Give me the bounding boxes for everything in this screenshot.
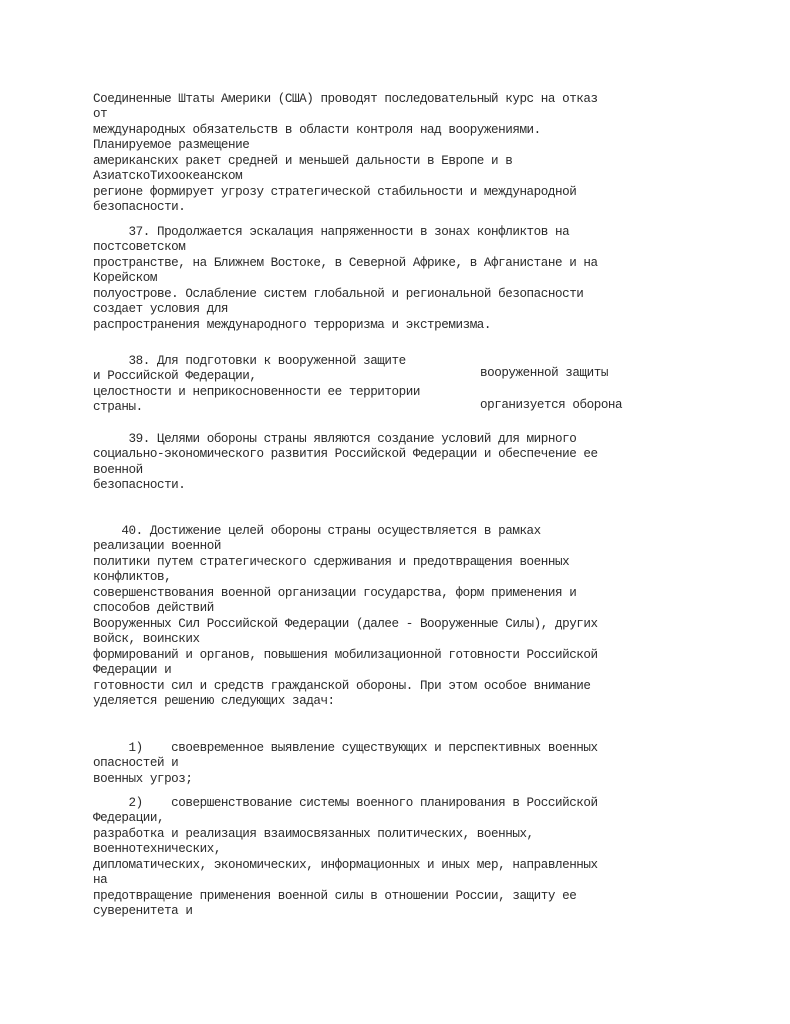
text-line: безопасности. xyxy=(93,200,186,214)
text-line: предотвращение применения военной силы в отношении России, защиту ее xyxy=(93,889,577,903)
text-line-right: вооруженной защиты xyxy=(480,366,608,380)
text-line: распространения международного терроризма и экстремизма. xyxy=(93,318,492,332)
text-line: военных угроз; xyxy=(93,772,193,786)
text-line: суверенитета и xyxy=(93,904,193,918)
text-line: 38. Для подготовки к вооруженной защите xyxy=(93,354,406,368)
text-line: социально-экономического развития Российской Федерации и обеспечение ее xyxy=(93,447,598,461)
text-line: целостности и неприкосновенности ее территории xyxy=(93,385,420,399)
text-line: от xyxy=(93,107,108,121)
text-line: страны. xyxy=(93,400,143,414)
text-line: пространстве, на Ближнем Востоке, в Северной Африке, в Афганистане и на xyxy=(93,256,598,270)
text-line: способов действий xyxy=(93,601,214,615)
text-line: опасностей и xyxy=(93,756,179,770)
text-line: безопасности. xyxy=(93,478,186,492)
text-line: Соединенные Штаты Америки (США) проводят последовательный курс на отказ xyxy=(93,92,598,106)
text-line: АзиатскоТихоокеанском xyxy=(93,169,243,183)
text-line: создает условия для xyxy=(93,302,229,316)
text-line: уделяется решению следующих задач: xyxy=(93,694,335,708)
text-line: международных обязательств в области контроля над вооружениями. xyxy=(93,123,541,137)
text-line: разработка и реализация взаимосвязанных политических, военных, xyxy=(93,827,534,841)
text-line: Корейском xyxy=(93,271,157,285)
text-line: дипломатических, экономических, информационных и иных мер, направленных xyxy=(93,858,598,872)
text-line: совершенствования военной организации государства, форм применения и xyxy=(93,586,577,600)
text-line: военной xyxy=(93,463,143,477)
text-line: на xyxy=(93,873,108,887)
text-line: войск, воинских xyxy=(93,632,200,646)
text-line: Планируемое размещение xyxy=(93,138,250,152)
text-line: политики путем стратегического сдерживания и предотвращения военных xyxy=(93,555,570,569)
text-line: 40. Достижение целей обороны страны осуществляется в рамках xyxy=(93,524,541,538)
text-line: Вооруженных Сил Российской Федерации (далее - Вооруженные Силы), других xyxy=(93,617,598,631)
text-line: 39. Целями обороны страны являются создание условий для мирного xyxy=(93,432,577,446)
text-line: Федерации и xyxy=(93,663,172,677)
text-line: и Российской Федерации, xyxy=(93,369,257,383)
text-line: регионе формирует угрозу стратегической стабильности и международной xyxy=(93,185,577,199)
text-line: 37. Продолжается эскалация напряженности в зонах конфликтов на xyxy=(93,225,570,239)
text-line: готовности сил и средств гражданской обороны. При этом особое внимание xyxy=(93,679,591,693)
text-line: конфликтов, xyxy=(93,570,172,584)
text-line: военнотехнических, xyxy=(93,842,221,856)
text-line: Федерации, xyxy=(93,811,165,825)
text-line-right: организуется оборона xyxy=(480,398,623,412)
text-line: реализации военной xyxy=(93,539,221,553)
text-line: американских ракет средней и меньшей дальности в Европе и в xyxy=(93,154,513,168)
text-line: полуострове. Ослабление систем глобальной и региональной безопасности xyxy=(93,287,584,301)
text-line: формирований и органов, повышения мобилизационной готовности Российской xyxy=(93,648,598,662)
text-line: постсоветском xyxy=(93,240,186,254)
text-line: 1) своевременное выявление существующих и перспективных военных xyxy=(93,741,598,755)
text-line: 2) совершенствование системы военного планирования в Российской xyxy=(93,796,598,810)
